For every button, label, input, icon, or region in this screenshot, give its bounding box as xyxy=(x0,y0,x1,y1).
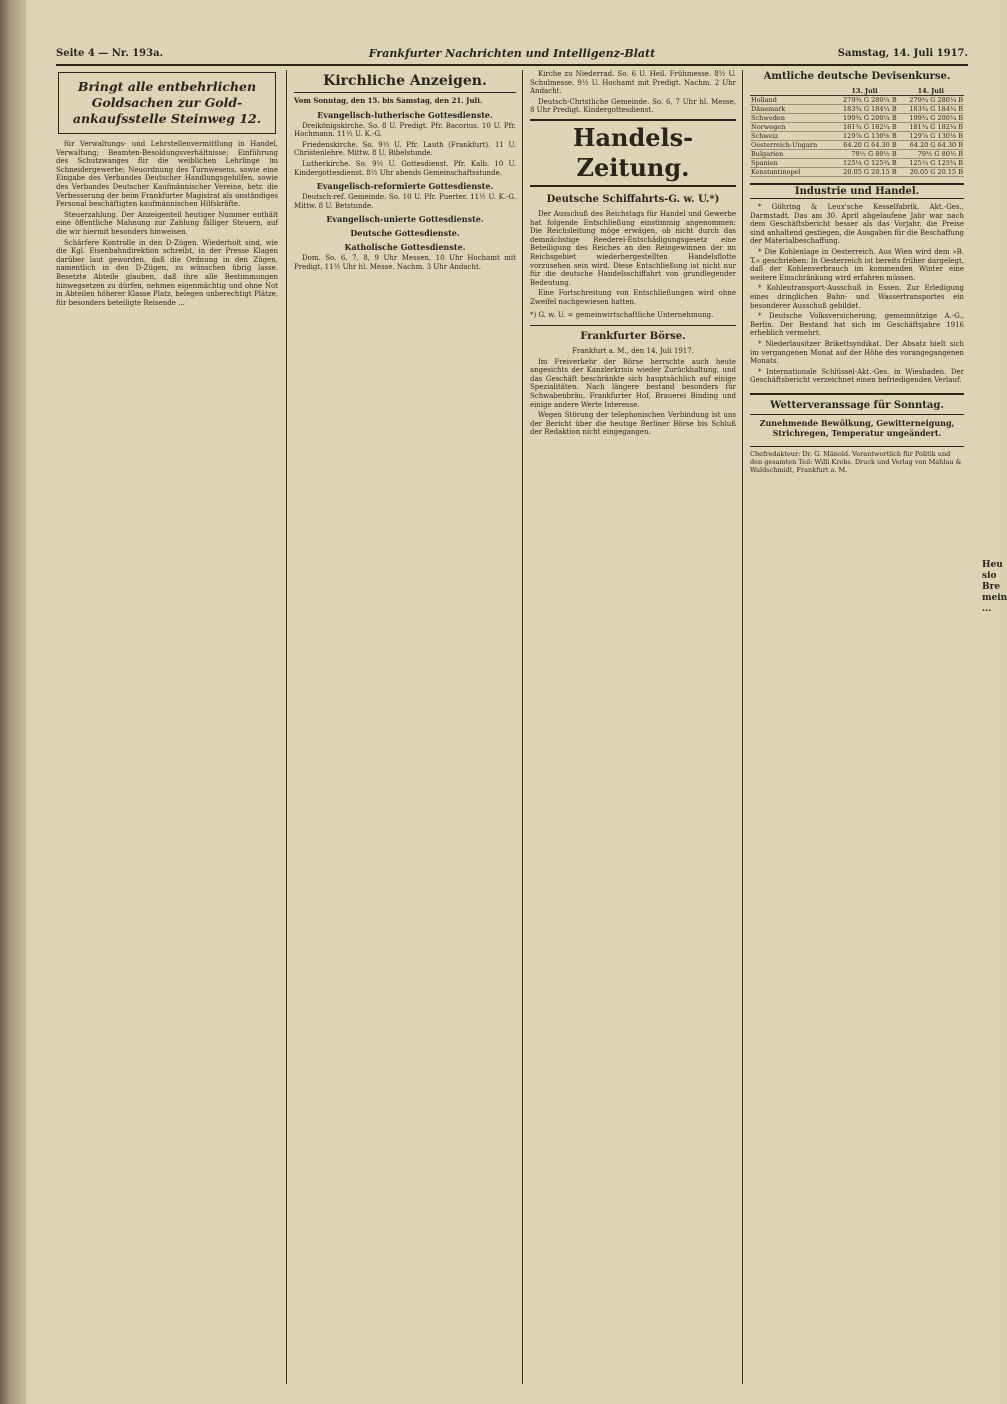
column-rule xyxy=(522,70,523,1384)
fx-currency: Holland xyxy=(750,96,831,105)
fx-rate: 79½ G 80½ B xyxy=(831,150,897,159)
industry-section-title: Industrie und Handel. xyxy=(750,183,964,199)
article-paragraph: * Kohlentransport-Ausschuß in Essen. Zur Erledigung eines dringlichen Bahn- und Wassertransportes ein besonderer Ausschuß gebildet. xyxy=(750,284,964,310)
article-paragraph: * Göhring & Leux'sche Kesselfabrik, Akt.-Ges., Darmstadt. Das am 30. April abgelaufene Jahr war nach dem Geschäftsbericht besser als das Vorjahr, die Preise sind anhaltend gestiegen, die Ausgaben für die Beschaffung der Materialbeschaffung. xyxy=(750,203,964,246)
article-paragraph: * Internationale Schlüssel-Akt.-Ges. in Wiesbaden. Der Geschäftsbericht verzeichnet einen befriedigenden Verlauf. xyxy=(750,367,964,385)
fx-rate: 181¾ G 182¼ B xyxy=(898,123,964,132)
fx-currency: Oesterreich-Ungarn xyxy=(750,141,831,150)
church-intro: Vom Sonntag, den 15. bis Samstag, den 21. Juli. xyxy=(294,96,483,105)
footnote: *) G. w. U. = gemeinwirtschaftliche Unternehmung. xyxy=(530,310,714,319)
fx-header: 14. Juli xyxy=(898,87,964,96)
fx-table-title: Amtliche deutsche Devisenkurse. xyxy=(763,71,951,82)
dateline: Frankfurt a. M., den 14. Juli 1917. xyxy=(572,347,694,356)
article-paragraph: Im Freiverkehr der Börse herrschte auch heute angesichts der Kanzlerkrisis wieder Zurückhaltung, und das Geschäft beschränkte sich hauptsächlich auf einige Spezialitäten. Nach längere bestand besonders für Schwabenbräu, Frankfurter Hof, Brauerei Binding und einige andere Werte Interesse. xyxy=(530,357,736,409)
weather-forecast xyxy=(750,393,964,438)
column-2 xyxy=(294,70,516,1384)
fx-row xyxy=(750,159,964,168)
stock-exchange-headline: Frankfurter Börse. xyxy=(530,325,736,343)
church-subhead: Evangelisch-lutherische Gottesdienste. xyxy=(317,109,493,120)
fx-row xyxy=(750,141,964,150)
fx-rate: 20.05 G 20.15 B xyxy=(831,168,897,177)
fx-rate: 279¾ G 280¼ B xyxy=(898,96,964,105)
article-paragraph: Eine Fortschreitung von Entschließungen wird ohne Zweifel nachgewiesen hatten. xyxy=(530,289,736,306)
church-entry: Deutsch-Christliche Gemeinde. So. 6, 7 Uhr hl. Messe, 8 Uhr Predigt. Kindergottesdienst. xyxy=(530,97,736,115)
fx-rate: 64.20 G 64.30 B xyxy=(898,141,964,150)
church-subhead: Evangelisch-reformierte Gottesdienste. xyxy=(316,181,494,192)
article-paragraph: Wegen Störung der telephonischen Verbindung ist uns der Bericht über die heutige Berliner Börse bis Schluß der Redaktion nicht eingegangen. xyxy=(530,411,736,437)
commerce-section-title: Handels-Zeitung. xyxy=(530,119,736,187)
fx-rate: 199¾ G 200¼ B xyxy=(831,114,897,123)
church-entry: Kirche zu Niederrad. So. 6 U. Heil. Frühmesse. 8½ U. Schulmesse, 9½ U. Hochamt mit Predigt. Nachm. 2 Uhr Andacht. xyxy=(530,70,736,96)
fx-rate: 20.05 G 20.15 B xyxy=(898,168,964,177)
book-binding xyxy=(0,0,26,1404)
fx-rate: 64.20 G 64.30 B xyxy=(831,141,897,150)
fx-currency: Dänemark xyxy=(750,105,831,114)
fx-rate: 183¾ G 184¼ B xyxy=(898,105,964,114)
fx-rate: 181¾ G 182¼ B xyxy=(831,123,897,132)
church-entry: Deutsch-ref. Gemeinde. So. 10 U. Pfr. Puerter. 11½ U. K.-G. Mittw. 8 U. Betstunde. xyxy=(294,193,516,210)
church-subhead: Katholische Gottesdienste. xyxy=(344,242,466,253)
masthead: Frankfurter Nachrichten und Intelligenz-Blatt xyxy=(368,47,656,60)
fx-table xyxy=(750,87,964,177)
fx-currency: Bulgarien xyxy=(750,150,831,159)
column-4 xyxy=(750,70,964,1384)
fx-row xyxy=(750,105,964,114)
weather-body: Zunehmende Bewölkung, Gewitterneigung, Strichregen, Temperatur ungeändert. xyxy=(759,417,955,438)
column-rule xyxy=(742,70,743,1384)
church-entry: Dreikönigskirche. So. 8 U. Predigt. Pfr. Bacorius. 10 U. Pfr. Hochmann. 11½ U. K.-G. xyxy=(294,121,516,139)
fx-row xyxy=(750,168,964,177)
fx-rate: 79½ G 80½ B xyxy=(898,150,964,159)
fx-rate: 199¾ G 200¼ B xyxy=(898,114,964,123)
church-subhead: Deutsche Gottesdienste. xyxy=(350,228,460,239)
article-paragraph: für Verwaltungs- und Lehrstellenvermittlung in Handel, Verwaltung; Beamten-Besoldungsverhältnisse; Einführung des Schutzwanges für die weiblichen Lehrlinge im Schneidergewerbe; Neuordnung des Turnwesens, sowie eine Eingabe des Verbandes Deutscher Handlungsgehilfen, sowie des Verbandes Deutscher Kaufmännischer Vereine, betr. die Verbesserung der beim Frankfurter Magistrat als unständiges Personal beschäftigten kaufmännischen Hilfskräfte. xyxy=(56,140,278,209)
fx-row xyxy=(750,96,964,105)
fx-rate: 183¾ G 184¼ B xyxy=(831,105,897,114)
column-rule xyxy=(286,70,287,1384)
fx-currency: Schweden xyxy=(750,114,831,123)
article-paragraph: * Deutsche Volksversicherung, gemeinnützige A.-G., Berlin. Der Bestand hat sich im Geschäftsjahre 1916 erheblich vermehrt. xyxy=(750,312,964,338)
fx-currency: Norwegen xyxy=(750,123,831,132)
fx-rate: 125¼ G 125¾ B xyxy=(898,159,964,168)
article-paragraph: * Niederlausitzer Brikettsyndikat. Der Absatz hielt sich im vergangenen Monat auf der Höhe des vorangegangenen Monats. xyxy=(750,339,964,366)
article-paragraph: Steuerzahlung. Der Anzeigenteil heutiger Nummer enthält eine öffentliche Mahnung zur Zahlung fälliger Steuern, auf die wir hiermit besonders hinweisen. xyxy=(56,210,278,236)
fx-header: 13. Juli xyxy=(831,87,897,96)
fx-rate: 129⅞ G 130⅛ B xyxy=(898,132,964,141)
weather-title: Wetterveranssage für Sonntag. xyxy=(750,399,964,415)
fx-currency: Spanien xyxy=(750,159,831,168)
issue-date: Samstag, 14. Juli 1917. xyxy=(837,48,968,59)
fx-rate: 129⅞ G 130⅛ B xyxy=(831,132,897,141)
church-notices-title: Kirchliche Anzeigen. xyxy=(294,72,516,93)
fx-currency: Konstantinopel xyxy=(750,168,831,177)
church-subhead: Evangelisch-unierte Gottesdienste. xyxy=(326,214,484,225)
fx-row xyxy=(750,123,964,132)
church-entry: Dom. So. 6, 7, 8, 9 Uhr Messen, 10 Uhr Hochamt mit Predigt, 11½ Uhr hl. Messe. Nachm. 3 Uhr Andacht. xyxy=(294,254,516,271)
fx-row xyxy=(750,132,964,141)
article-paragraph: Der Ausschuß des Reichstags für Handel und Gewerbe hat folgende Entschließung einstimmig angenommen: Die Reichsleitung möge erwägen, ob nicht durch das demnächstige Reederei-Entschädigungsgesetz eine Beteiligung des Reiches an den Reingewinnen der im Reichsgebiet wiederhergestellten Handelsflotte vorzusehen sein wird. Diese Entschließung ist nicht nur für die deutsche Handelsschiffahrt von grundlegender Bedeutung. xyxy=(530,209,736,287)
church-entry: Friedenskirche. So. 9½ U. Pfr. Lauth (Frankfurt). 11 U. Christenlehre. Mittw. 8 U. Bibelstunde. xyxy=(294,140,516,158)
imprint: Chefredakteur: Dr. G. Mänold. Verantwortlich für Politik und den gesamten Teil: Willi Krebs. Druck und Verlag von Mahlau & Waldschmidt, Frankfurt a. M. xyxy=(750,446,964,474)
church-entry: Lutherkirche. So. 9½ U. Gottesdienst. Pfr. Kalb. 10 U. Kindergottesdienst. 8½ Uhr abends Gemeinschaftsstunde. xyxy=(294,159,516,177)
column-3 xyxy=(530,70,736,1384)
article-headline: Deutsche Schiffahrts-G. w. U.*) xyxy=(546,193,720,205)
fx-rate: 125¼ G 125¾ B xyxy=(831,159,897,168)
column-1 xyxy=(56,70,278,1384)
adjacent-page-fragment: Heu sio Bre mein ... xyxy=(982,560,1007,614)
gold-ad: Bringt alle entbehrlichen Goldsachen zur Gold-ankaufsstelle Steinweg 12. xyxy=(58,72,276,134)
fx-row xyxy=(750,150,964,159)
fx-row xyxy=(750,114,964,123)
fx-rate: 279¾ G 280¼ B xyxy=(831,96,897,105)
article-paragraph: * Die Kohlenlage in Oesterreich. Aus Wien wird dem »B. T.« geschrieben: In Oesterreich ist bereits früher dargelegt, daß der Kohlenverbrauch im kommenden Winter eine weitere Einschränkung wird erfahren müssen. xyxy=(750,247,964,282)
page-header xyxy=(56,46,968,66)
page-number: Seite 4 — Nr. 193a. xyxy=(56,48,164,59)
article-paragraph: Schärfere Kontrolle in den D-Zügen. Wiederholt sind, wie die Kgl. Eisenbahndirektion schreibt, in der Presse Klagen darüber laut geworden, daß die Ordnung in den Zügen, namentlich in den D-Zügen, zu wünschen übrig lasse. Besetzte Abteile glauben, daß ihre alle Bestimmungen hinwegsetzen zu dürfen, nehmen eigenmächtig und ohne Not in Abteilen höherer Klasse Platz, belegen unberechtigt Plätze, für besonders beteiligte Reisende ... xyxy=(56,238,278,307)
fx-header xyxy=(750,87,831,96)
fx-currency: Schweiz xyxy=(750,132,831,141)
